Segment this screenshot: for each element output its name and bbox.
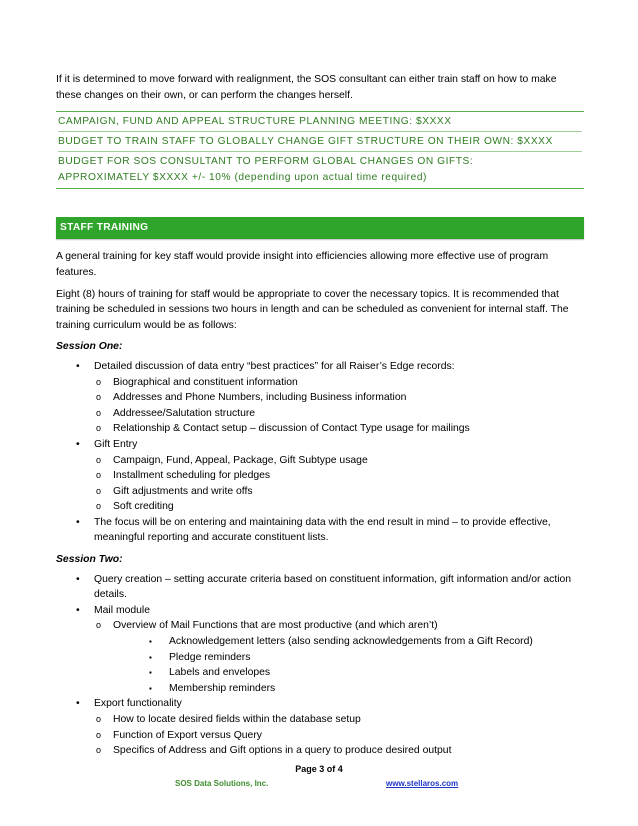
circle-marker: o (96, 485, 102, 496)
page-number: Page 3 of 4 (295, 764, 343, 774)
list-item: ▪ Membership reminders (56, 681, 584, 697)
list-item: o Overview of Mail Functions that are most productive (and which aren’t) (56, 618, 584, 634)
circle-marker: o (96, 392, 102, 403)
list-item: o Function of Export versus Query (56, 728, 584, 744)
session-one-list (56, 359, 584, 546)
square-marker: ▪ (149, 683, 152, 693)
list-item: ▪ Pledge reminders (56, 650, 584, 666)
circle-marker: o (96, 454, 102, 465)
training-paragraph-general: A general training for key staff would provide insight into efficiencies allowing more effective use of program features. (56, 251, 549, 278)
circle-marker: o (96, 729, 102, 740)
list-item: o Addresses and Phone Numbers, including Business information (56, 390, 584, 406)
list-item: ▪ Labels and envelopes (56, 665, 584, 681)
bullet-marker: • (76, 698, 80, 710)
square-marker: ▪ (149, 668, 152, 678)
company-name: SOS Data Solutions, Inc. (175, 779, 269, 788)
list-item: o Campaign, Fund, Appeal, Package, Gift Subtype usage (56, 453, 584, 469)
budget-line-planning: CAMPAIGN, FUND AND APPEAL STRUCTURE PLANNING MEETING: $XXXX (58, 116, 452, 128)
bullet-marker: • (76, 360, 80, 372)
bullet-marker: • (76, 604, 80, 616)
session-two-heading: Session Two: (56, 554, 123, 566)
list-item: • Query creation – setting accurate criteria based on constituent information, gift information and/or action details. (76, 573, 572, 601)
list-item: • Detailed discussion of data entry “best practices” for all Raiser’s Edge records: (56, 359, 584, 375)
budget-line-consultant: BUDGET FOR SOS CONSULTANT TO PERFORM GLOBAL CHANGES ON GIFTS: (58, 155, 474, 167)
list-item: o Addressee/Salutation structure (56, 406, 584, 422)
budget-line-approx: APPROXIMATELY $XXXX +/- 10% (depending upon actual time required) (58, 171, 427, 183)
bullet-marker: • (76, 516, 80, 528)
circle-marker: o (96, 423, 102, 434)
list-item: o Specifics of Address and Gift options in a query to produce desired output (56, 743, 584, 759)
list-item: o Gift adjustments and write offs (56, 484, 584, 500)
circle-marker: o (96, 620, 102, 631)
section-header-staff-training: STAFF TRAINING (56, 217, 584, 239)
bullet-marker: • (76, 573, 80, 585)
budget-divider (58, 131, 582, 132)
circle-marker: o (96, 745, 102, 756)
list-item: • Gift Entry (56, 437, 584, 453)
budget-line-train-staff: BUDGET TO TRAIN STAFF TO GLOBALLY CHANGE GIFT STRUCTURE ON THEIR OWN: $XXXX (58, 135, 553, 147)
list-item: o Installment scheduling for pledges (56, 468, 584, 484)
circle-marker: o (96, 376, 102, 387)
website-link[interactable]: www.stellaros.com (386, 779, 459, 788)
list-item: o Biographical and constituent information (56, 375, 584, 391)
circle-marker: o (96, 470, 102, 481)
circle-marker: o (96, 407, 102, 418)
list-item: ▪ Acknowledgement letters (also sending acknowledgements from a Gift Record) (56, 634, 584, 650)
page-content (56, 72, 584, 759)
list-item: o How to locate desired fields within the database setup (56, 712, 584, 728)
session-one-heading: Session One: (56, 341, 123, 353)
square-marker: ▪ (149, 637, 152, 647)
list-item: • The focus will be on entering and maintaining data with the end result in mind – to provide effective, meaningful reporting and accurate constituent lists. (76, 516, 551, 544)
session-two-list (56, 572, 584, 759)
training-paragraph-hours: Eight (8) hours of training for staff would be appropriate to cover the necessary topics. It is recommended that training be scheduled in sessions two hours in length and can be scheduled as convenient for internal staff. The training curriculum would be as follows: (56, 288, 569, 331)
list-item: • Export functionality (56, 696, 584, 712)
list-item: o Relationship & Contact setup – discussion of Contact Type usage for mailings (56, 421, 584, 437)
bullet-marker: • (76, 438, 80, 450)
circle-marker: o (96, 714, 102, 724)
circle-marker: o (96, 501, 102, 512)
list-item: o Soft crediting (56, 499, 584, 515)
budget-divider (58, 151, 582, 152)
budget-box (56, 111, 584, 189)
list-item: • Mail module (56, 603, 584, 619)
square-marker: ▪ (149, 652, 152, 662)
intro-paragraph: If it is determined to move forward with realignment, the SOS consultant can either train staff on how to make these changes on their own, or can perform the changes herself. (56, 74, 557, 101)
